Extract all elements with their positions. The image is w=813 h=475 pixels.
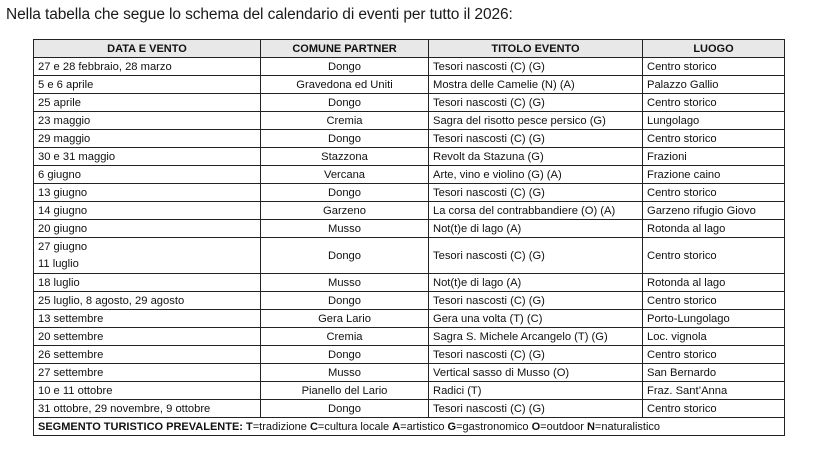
cell-comune: Musso: [261, 220, 429, 238]
table-row: [34, 400, 785, 418]
legend-value: =gastronomico: [456, 420, 532, 433]
legend-key: T: [246, 420, 253, 433]
table-row: [34, 184, 785, 202]
date-line: 11 luglio: [38, 257, 79, 270]
cell-luogo: Centro storico: [643, 238, 785, 274]
cell-comune: Dongo: [261, 184, 429, 202]
cell-luogo: Loc. vignola: [643, 328, 785, 346]
cell-date: 10 e 11 ottobre: [34, 382, 261, 400]
legend-title: SEGMENTO TURISTICO PREVALENTE:: [38, 420, 243, 433]
cell-date: 25 aprile: [34, 94, 261, 112]
cell-date: [34, 238, 261, 274]
cell-date: 27 settembre: [34, 364, 261, 382]
cell-comune: Dongo: [261, 400, 429, 418]
cell-luogo: Centro storico: [643, 94, 785, 112]
cell-comune: Cremia: [261, 328, 429, 346]
cell-comune: Garzeno: [261, 202, 429, 220]
cell-titolo: Sagra del risotto pesce persico (G): [429, 112, 643, 130]
table-row: [34, 76, 785, 94]
cell-comune: Gera Lario: [261, 310, 429, 328]
cell-comune: Cremia: [261, 112, 429, 130]
cell-comune: Stazzona: [261, 148, 429, 166]
cell-titolo: La corsa del contrabbandiere (O) (A): [429, 202, 643, 220]
table-row: [34, 58, 785, 76]
cell-titolo: Tesori nascosti (C) (G): [429, 130, 643, 148]
cell-luogo: Lungolago: [643, 112, 785, 130]
table-header-row: [34, 40, 785, 58]
header-titolo: TITOLO EVENTO: [429, 40, 643, 58]
cell-titolo: Arte, vino e violino (G) (A): [429, 166, 643, 184]
table-row: [34, 346, 785, 364]
cell-luogo: Centro storico: [643, 346, 785, 364]
cell-titolo: Vertical sasso di Musso (O): [429, 364, 643, 382]
cell-titolo: Tesori nascosti (C) (G): [429, 346, 643, 364]
date-line: 27 giugno: [38, 240, 88, 253]
table-row: [34, 364, 785, 382]
legend-key: G: [447, 420, 457, 433]
cell-date: 27 e 28 febbraio, 28 marzo: [34, 58, 261, 76]
cell-luogo: San Bernardo: [643, 364, 785, 382]
events-calendar-table: [33, 39, 785, 436]
legend-value: =outdoor: [540, 420, 587, 433]
cell-luogo: Frazioni: [643, 148, 785, 166]
cell-luogo: Centro storico: [643, 58, 785, 76]
cell-titolo: Radici (T): [429, 382, 643, 400]
header-luogo: LUOGO: [643, 40, 785, 58]
cell-date: 23 maggio: [34, 112, 261, 130]
cell-titolo: Not(t)e di lago (A): [429, 220, 643, 238]
cell-luogo: Centro storico: [643, 292, 785, 310]
cell-comune: Dongo: [261, 292, 429, 310]
cell-comune: Pianello del Lario: [261, 382, 429, 400]
table-row: [34, 148, 785, 166]
cell-comune: Dongo: [261, 58, 429, 76]
table-row: [34, 310, 785, 328]
table-row: [34, 220, 785, 238]
cell-titolo: Gera una volta (T) (C): [429, 310, 643, 328]
legend-value: =cultura locale: [317, 420, 393, 433]
table-row: [34, 202, 785, 220]
table-row: [34, 130, 785, 148]
cell-luogo: Centro storico: [643, 400, 785, 418]
cell-comune: Musso: [261, 364, 429, 382]
cell-date: 20 giugno: [34, 220, 261, 238]
cell-luogo: Rotonda al lago: [643, 274, 785, 292]
table-row: [34, 94, 785, 112]
cell-date: 29 maggio: [34, 130, 261, 148]
table-row: [34, 166, 785, 184]
table-row: [34, 274, 785, 292]
table-row: [34, 112, 785, 130]
cell-date: 18 luglio: [34, 274, 261, 292]
cell-titolo: Tesori nascosti (C) (G): [429, 400, 643, 418]
cell-luogo: Palazzo Gallio: [643, 76, 785, 94]
cell-titolo: Tesori nascosti (C) (G): [429, 238, 643, 274]
cell-titolo: Mostra delle Camelie (N) (A): [429, 76, 643, 94]
cell-titolo: Revolt da Stazuna (G): [429, 148, 643, 166]
cell-date: 20 settembre: [34, 328, 261, 346]
intro-text: Nella tabella che segue lo schema del calendario di eventi per tutto il 2026:: [6, 6, 513, 23]
cell-comune: Dongo: [261, 346, 429, 364]
cell-comune: Dongo: [261, 94, 429, 112]
cell-titolo: Not(t)e di lago (A): [429, 274, 643, 292]
cell-titolo: Tesori nascosti (C) (G): [429, 292, 643, 310]
cell-comune: Gravedona ed Uniti: [261, 76, 429, 94]
cell-date: 14 giugno: [34, 202, 261, 220]
legend-key: N: [586, 420, 595, 433]
legend-value: =naturalistico: [594, 420, 661, 433]
legend-row: [34, 418, 785, 436]
cell-date: 13 settembre: [34, 310, 261, 328]
cell-luogo: Fraz. Sant’Anna: [643, 382, 785, 400]
cell-luogo: Garzeno rifugio Giovo: [643, 202, 785, 220]
cell-titolo: Tesori nascosti (C) (G): [429, 58, 643, 76]
header-comune: COMUNE PARTNER: [261, 40, 429, 58]
cell-date: 13 giugno: [34, 184, 261, 202]
cell-date: 31 ottobre, 29 novembre, 9 ottobre: [34, 400, 261, 418]
table-row: [34, 292, 785, 310]
cell-comune: Dongo: [261, 238, 429, 274]
legend-key: O: [531, 420, 541, 433]
cell-luogo: Porto-Lungolago: [643, 310, 785, 328]
cell-date: 6 giugno: [34, 166, 261, 184]
cell-date: 26 settembre: [34, 346, 261, 364]
cell-titolo: Tesori nascosti (C) (G): [429, 184, 643, 202]
legend-key: A: [392, 420, 401, 433]
cell-date: 25 luglio, 8 agosto, 29 agosto: [34, 292, 261, 310]
cell-date: 5 e 6 aprile: [34, 76, 261, 94]
cell-luogo: Centro storico: [643, 184, 785, 202]
cell-luogo: Centro storico: [643, 130, 785, 148]
table-row: [34, 328, 785, 346]
legend-cell: [34, 418, 785, 436]
header-date: DATA E VENTO: [34, 40, 261, 58]
legend-key: C: [309, 420, 318, 433]
cell-date: 30 e 31 maggio: [34, 148, 261, 166]
table-row: [34, 382, 785, 400]
legend-value: =artistico: [400, 420, 448, 433]
cell-luogo: Frazione caino: [643, 166, 785, 184]
legend-value: =tradizione: [252, 420, 310, 433]
cell-titolo: Sagra S. Michele Arcangelo (T) (G): [429, 328, 643, 346]
cell-titolo: Tesori nascosti (C) (G): [429, 94, 643, 112]
cell-comune: Dongo: [261, 130, 429, 148]
table-row: [34, 238, 785, 274]
cell-comune: Musso: [261, 274, 429, 292]
cell-luogo: Rotonda al lago: [643, 220, 785, 238]
cell-comune: Vercana: [261, 166, 429, 184]
